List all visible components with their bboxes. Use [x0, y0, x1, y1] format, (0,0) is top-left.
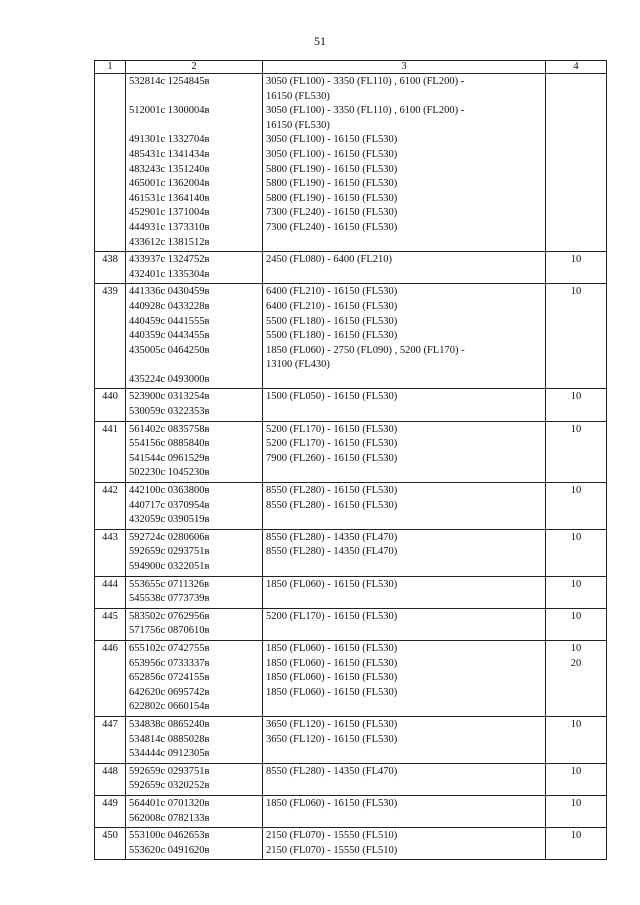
table-row	[95, 763, 607, 795]
coordinates-cell	[126, 284, 263, 389]
coordinate-line: 512001с 1300004в	[129, 105, 210, 117]
altitude-cell	[263, 828, 546, 860]
coordinates-cell	[126, 608, 263, 640]
altitude-line: 3650 (FL120) - 16150 (FL530)	[266, 718, 398, 730]
altitude-line: 7900 (FL260) - 16150 (FL530)	[266, 452, 398, 464]
value-cell	[546, 389, 607, 421]
value-line: 10	[570, 286, 582, 298]
coordinates-cell	[126, 389, 263, 421]
altitude-line: 7300 (FL240) - 16150 (FL530)	[266, 221, 398, 233]
altitude-line: 8550 (FL280) - 14350 (FL470)	[266, 765, 398, 777]
altitude-cell	[263, 389, 546, 421]
zone-number: 441	[95, 421, 126, 482]
zone-number: 448	[95, 763, 126, 795]
altitude-line: 1850 (FL060) - 16150 (FL530)	[266, 657, 398, 669]
altitude-line: 1850 (FL060) - 16150 (FL530)	[266, 672, 398, 684]
header-row	[95, 61, 607, 74]
coordinates-cell	[126, 828, 263, 860]
altitude-line: 8550 (FL280) - 16150 (FL530)	[266, 499, 398, 511]
coordinate-line: 433937с 1324752в	[129, 254, 210, 266]
table-row	[95, 529, 607, 576]
altitude-line: 1850 (FL060) - 16150 (FL530)	[266, 642, 398, 654]
coordinate-line: 545538с 0773739в	[129, 593, 210, 605]
coordinates-cell	[126, 795, 263, 827]
altitude-line: 3050 (FL100) - 3350 (FL110) , 6100 (FL200) -	[266, 76, 465, 87]
value-line: 10	[570, 765, 582, 777]
value-cell	[546, 640, 607, 716]
coordinate-line: 534444с 0912305в	[129, 748, 210, 760]
coordinate-line: 642620с 0695742в	[129, 686, 210, 698]
value-cell	[546, 529, 607, 576]
coordinate-line: 553655с 0711326в	[129, 578, 210, 590]
zone-number: 442	[95, 483, 126, 530]
coordinate-line: 491301с 1332704в	[129, 134, 210, 146]
zone-number: 445	[95, 608, 126, 640]
coordinate-line: 440459с 0441555в	[129, 315, 210, 327]
coordinate-line: 534814с 0885028в	[129, 733, 210, 745]
altitude-line: 1850 (FL060) - 2750 (FL090) , 5200 (FL170) -	[266, 344, 465, 356]
table-row	[95, 828, 607, 860]
table-row	[95, 608, 607, 640]
zone-number: 439	[95, 284, 126, 389]
altitude-cell	[263, 640, 546, 716]
altitude-cell	[263, 252, 546, 284]
altitude-line: 8550 (FL280) - 14350 (FL470)	[266, 546, 398, 558]
value-cell	[546, 421, 607, 482]
altitude-line: 6400 (FL210) - 16150 (FL530)	[266, 286, 398, 298]
altitude-line: 6400 (FL210) - 16150 (FL530)	[266, 300, 398, 312]
coordinate-line: 571756с 0870610в	[129, 625, 210, 637]
coordinate-line	[129, 90, 260, 105]
header-col-4: 4	[546, 61, 607, 74]
table-row	[95, 389, 607, 421]
table-row	[95, 795, 607, 827]
coordinates-cell	[126, 483, 263, 530]
coordinate-line: 655102с 0742755в	[129, 642, 210, 654]
value-line: 20	[570, 657, 582, 669]
coordinate-line: 592659с 0293751в	[129, 765, 210, 777]
altitude-cell	[263, 74, 546, 252]
coordinate-line: 534838с 0865240в	[129, 718, 210, 730]
altitude-line: 7300 (FL240) - 16150 (FL530)	[266, 207, 398, 219]
coordinate-line: 564401с 0701320в	[129, 797, 210, 809]
altitude-cell	[263, 529, 546, 576]
zone-number: 447	[95, 716, 126, 763]
zone-number: 449	[95, 795, 126, 827]
value-cell	[546, 716, 607, 763]
coordinate-line: 653956с 0733337в	[129, 657, 210, 669]
value-cell	[546, 795, 607, 827]
value-line: 10	[570, 391, 582, 403]
coordinate-line: 435224с 0493000в	[129, 373, 210, 385]
altitude-line: 1850 (FL060) - 16150 (FL530)	[266, 797, 398, 809]
table-row	[95, 421, 607, 482]
coordinates-cell	[126, 576, 263, 608]
zone-number: 438	[95, 252, 126, 284]
coordinate-line: 562008с 0782133в	[129, 812, 210, 824]
value-line: 10	[570, 254, 582, 266]
coordinate-line: 592659с 0293751в	[129, 546, 210, 558]
altitude-cell	[263, 284, 546, 389]
coordinate-line: 592724с 0280606в	[129, 531, 210, 543]
coordinate-line: 442100с 0363800в	[129, 485, 210, 497]
coordinate-line: 561402с 0835758в	[129, 423, 210, 435]
altitude-line: 5800 (FL190) - 16150 (FL530)	[266, 192, 398, 204]
altitude-line: 5200 (FL170) - 16150 (FL530)	[266, 610, 398, 622]
table-body	[95, 74, 607, 860]
value-line: 10	[570, 610, 582, 622]
table-row	[95, 716, 607, 763]
value-line: 10	[570, 830, 582, 842]
value-cell	[546, 828, 607, 860]
altitude-line: 2150 (FL070) - 15550 (FL510)	[266, 830, 398, 842]
coordinates-cell	[126, 716, 263, 763]
altitude-line: 5200 (FL170) - 16150 (FL530)	[266, 423, 398, 435]
altitude-cell	[263, 795, 546, 827]
coordinate-line: 541544с 0961529в	[129, 452, 210, 464]
coordinate-line: 622802с 0660154в	[129, 701, 210, 713]
table-row	[95, 576, 607, 608]
coordinate-line: 554156с 0885840в	[129, 438, 210, 450]
value-cell	[546, 252, 607, 284]
value-cell	[546, 576, 607, 608]
coordinate-line: 435005с 0464250в	[129, 344, 210, 356]
zone-number: 444	[95, 576, 126, 608]
coordinates-cell	[126, 529, 263, 576]
altitude-line: 5800 (FL190) - 16150 (FL530)	[266, 178, 398, 190]
altitude-cell	[263, 716, 546, 763]
coordinate-line: 440928с 0433228в	[129, 300, 210, 312]
coordinate-line	[129, 358, 260, 373]
altitude-line: 5500 (FL180) - 16150 (FL530)	[266, 315, 398, 327]
value-line: 10	[570, 485, 582, 497]
table-row	[95, 284, 607, 389]
coordinate-line: 441336с 0430459в	[129, 286, 210, 298]
zone-number: 450	[95, 828, 126, 860]
value-cell	[546, 74, 607, 252]
altitude-line: 1850 (FL060) - 16150 (FL530)	[266, 578, 398, 590]
coordinate-line: 592659с 0320252в	[129, 780, 210, 792]
coordinate-line: 440717с 0370954в	[129, 499, 210, 511]
coordinate-line: 483243с 1351240в	[129, 163, 210, 175]
coordinate-line: 432059с 0390519в	[129, 514, 210, 526]
airspace-table	[94, 60, 607, 860]
value-line: 10	[570, 578, 582, 590]
value-line: 10	[570, 642, 582, 654]
zone-number: 440	[95, 389, 126, 421]
coordinate-line: 594900с 0322051в	[129, 561, 210, 572]
coordinate-line: 444931с 1373310в	[129, 221, 210, 233]
zone-number: 443	[95, 529, 126, 576]
altitude-cell	[263, 576, 546, 608]
altitude-line: 13100 (FL430)	[266, 359, 330, 371]
table-header	[95, 61, 607, 74]
altitude-line: 5500 (FL180) - 16150 (FL530)	[266, 330, 398, 342]
altitude-line: 16150 (FL530)	[266, 90, 330, 102]
value-line: 10	[570, 531, 582, 543]
coordinates-cell	[126, 763, 263, 795]
table-row	[95, 640, 607, 716]
table-row	[95, 483, 607, 530]
coordinates-cell	[126, 421, 263, 482]
header-col-3: 3	[263, 61, 546, 74]
coordinate-line: 553100с 0462653в	[129, 830, 210, 842]
altitude-line: 8550 (FL280) - 14350 (FL470)	[266, 531, 398, 543]
zone-number	[95, 74, 126, 252]
coordinate-line: 583502с 0762956в	[129, 610, 210, 622]
altitude-line: 1500 (FL050) - 16150 (FL530)	[266, 391, 398, 403]
coordinate-line	[129, 119, 260, 134]
coordinates-cell	[126, 252, 263, 284]
altitude-line: 3050 (FL100) - 3350 (FL110) , 6100 (FL200) -	[266, 105, 465, 117]
value-cell	[546, 284, 607, 389]
altitude-line: 2150 (FL070) - 15550 (FL510)	[266, 844, 398, 856]
table-row	[95, 252, 607, 284]
value-cell	[546, 483, 607, 530]
altitude-line: 16150 (FL530)	[266, 119, 330, 131]
coordinate-line: 502230с 1045230в	[129, 467, 210, 479]
altitude-line: 2450 (FL080) - 6400 (FL210)	[266, 254, 392, 266]
value-cell	[546, 608, 607, 640]
coordinate-line: 440359с 0443455в	[129, 330, 210, 342]
header-col-2: 2	[126, 61, 263, 74]
altitude-line: 3650 (FL120) - 16150 (FL530)	[266, 733, 398, 745]
coordinate-line: 433612с 1381512в	[129, 236, 210, 248]
coordinate-line: 432401с 1335304в	[129, 268, 210, 280]
coordinate-line: 465001с 1362004в	[129, 178, 210, 190]
coordinate-line: 652856с 0724155в	[129, 672, 210, 684]
coordinate-line: 452901с 1371004в	[129, 207, 210, 219]
altitude-cell	[263, 483, 546, 530]
page-number: 51	[314, 34, 326, 48]
zone-number: 446	[95, 640, 126, 716]
altitude-line: 3050 (FL100) - 16150 (FL530)	[266, 148, 398, 160]
coordinate-line: 553620с 0491620в	[129, 844, 210, 856]
header-col-1: 1	[95, 61, 126, 74]
value-line: 10	[570, 718, 582, 730]
altitude-cell	[263, 763, 546, 795]
altitude-line: 5200 (FL170) - 16150 (FL530)	[266, 438, 398, 450]
altitude-cell	[263, 421, 546, 482]
table-row	[95, 74, 607, 252]
altitude-cell	[263, 608, 546, 640]
value-line: 10	[570, 423, 582, 435]
altitude-line: 1850 (FL060) - 16150 (FL530)	[266, 686, 398, 698]
value-line: 10	[570, 797, 582, 809]
coordinate-line: 523900с 0313254в	[129, 391, 210, 403]
value-cell	[546, 763, 607, 795]
coordinate-line: 532814с 1254845в	[129, 76, 210, 87]
coordinates-cell	[126, 640, 263, 716]
coordinates-cell	[126, 74, 263, 252]
altitude-line: 5800 (FL190) - 16150 (FL530)	[266, 163, 398, 175]
altitude-line: 8550 (FL280) - 16150 (FL530)	[266, 485, 398, 497]
coordinate-line: 485431с 1341434в	[129, 148, 210, 160]
coordinate-line: 461531с 1364140в	[129, 192, 210, 204]
altitude-line: 3050 (FL100) - 16150 (FL530)	[266, 134, 398, 146]
coordinate-line: 530059с 0322353в	[129, 406, 210, 418]
